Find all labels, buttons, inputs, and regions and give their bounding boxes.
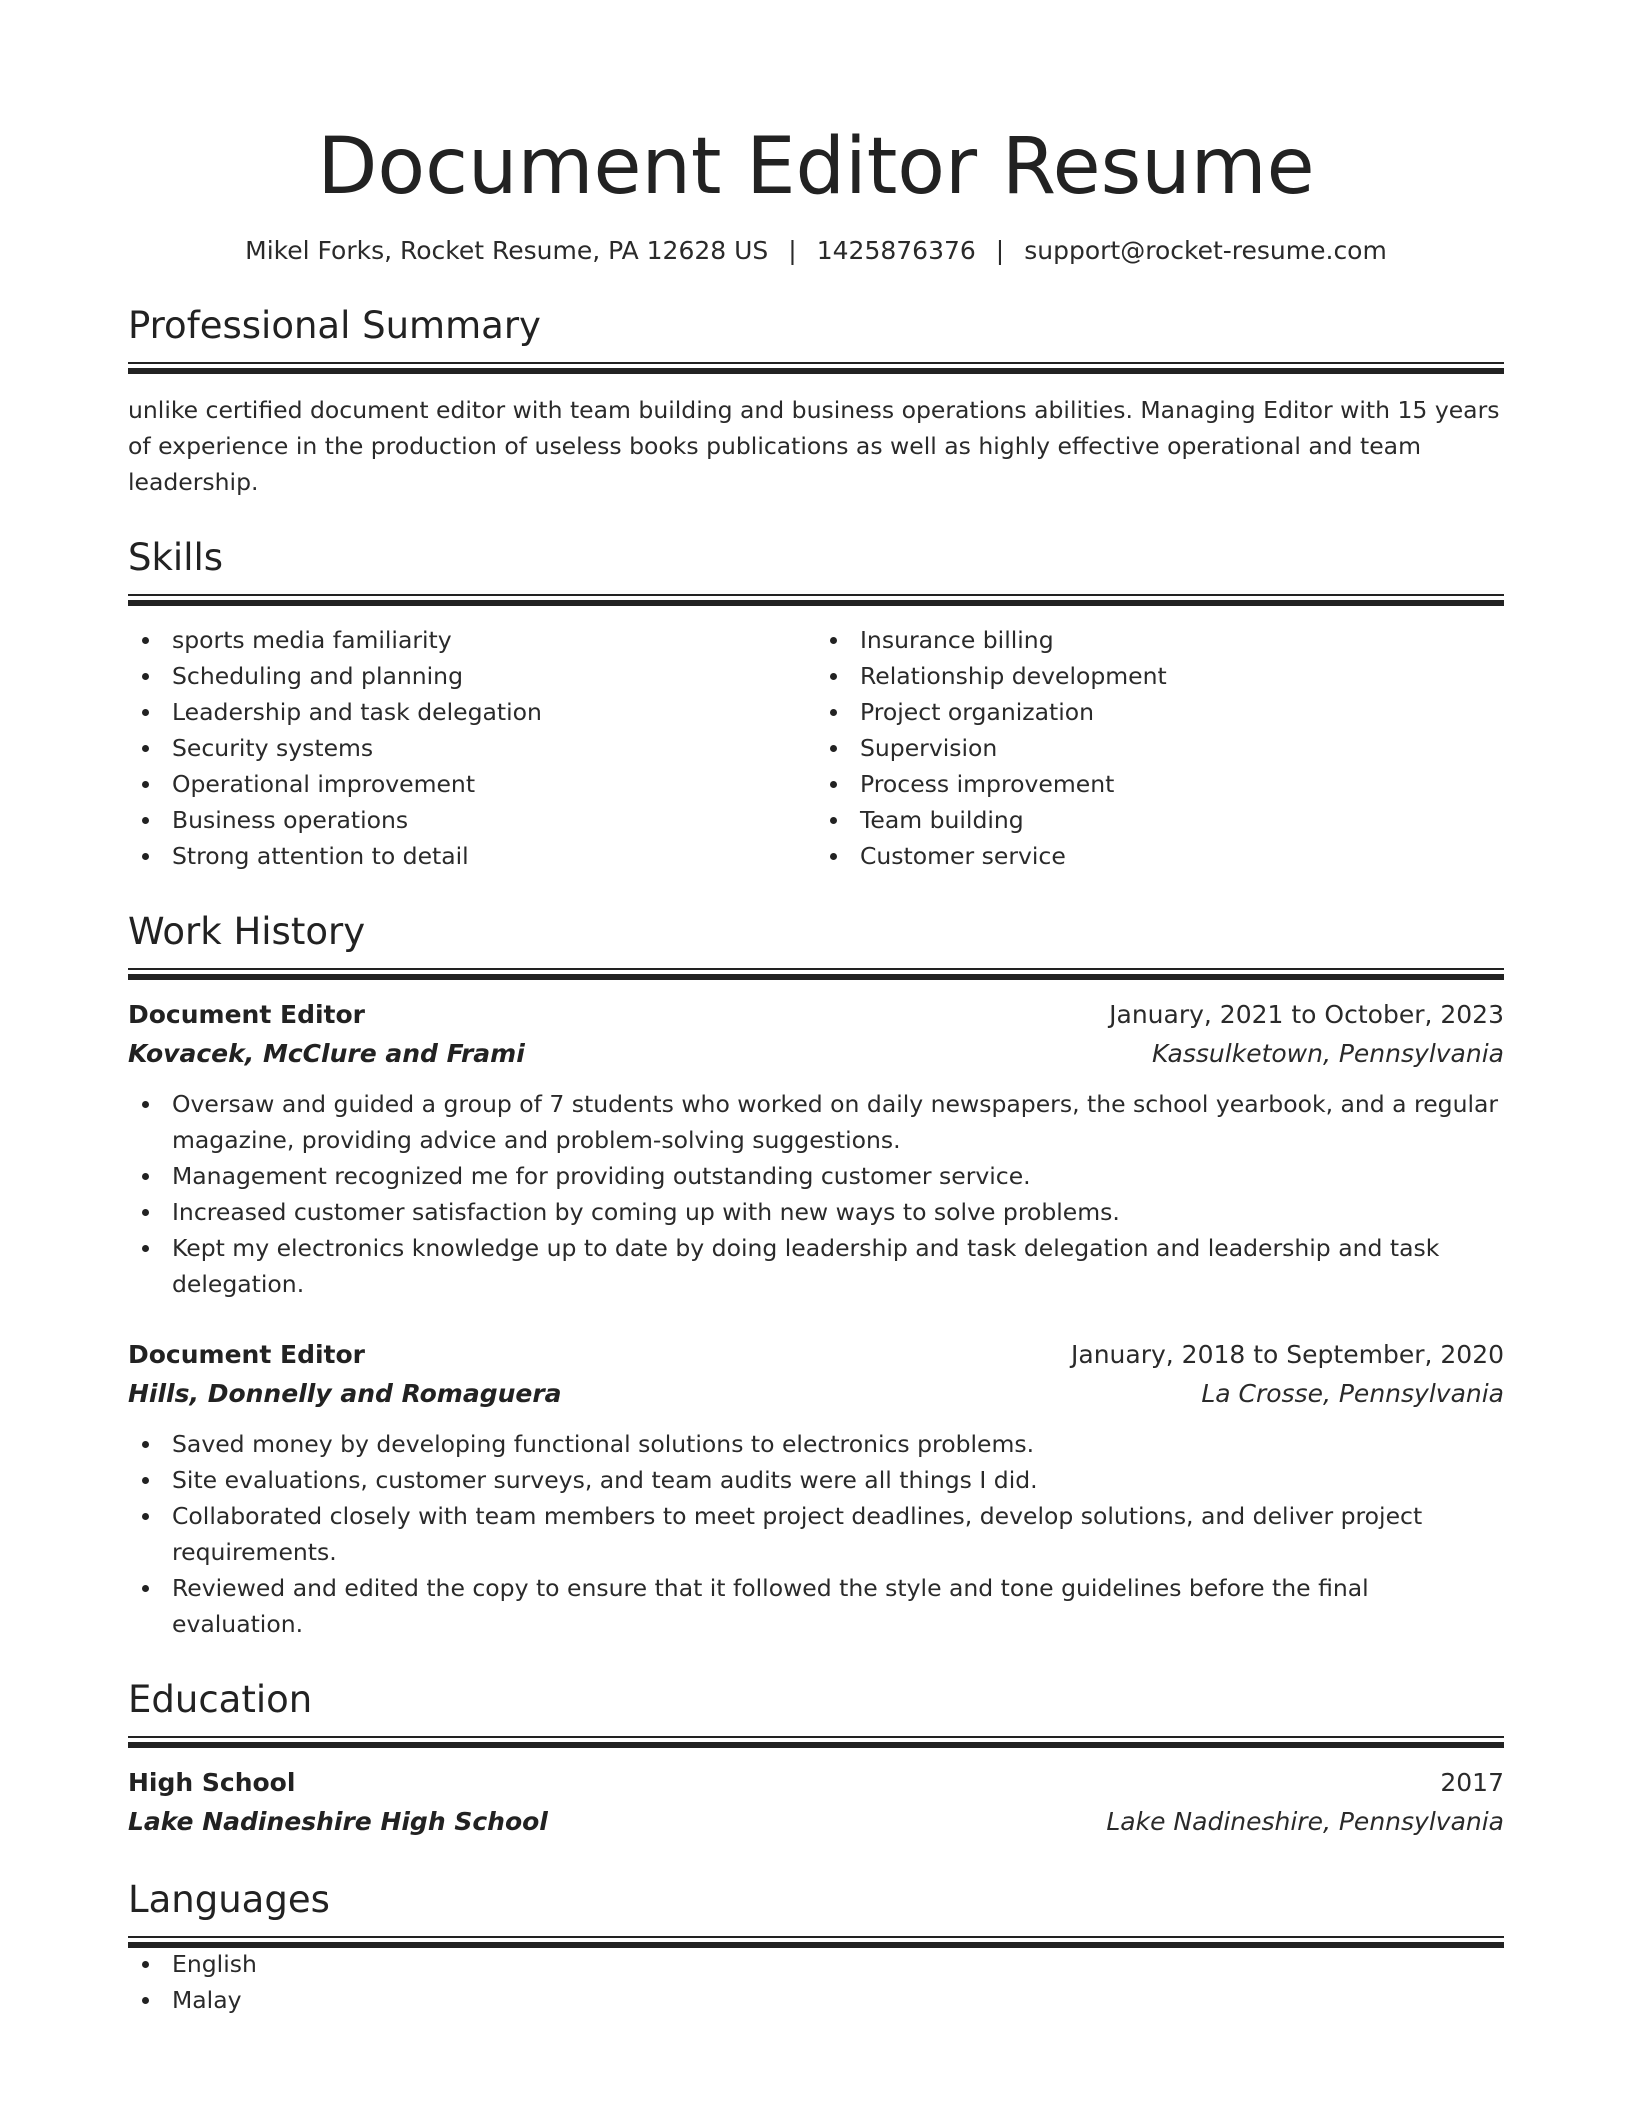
job-duty: Saved money by developing functional solutions to electronics problems. <box>128 1426 1504 1462</box>
language-item: Malay <box>128 1982 1504 2018</box>
skill-item: Operational improvement <box>128 766 816 802</box>
job-duty: Management recognized me for providing outstanding customer service. <box>128 1158 1504 1194</box>
section-divider <box>128 362 1504 372</box>
job-duty: Kept my electronics knowledge up to date by doing leadership and task delegation and leadership and task delegation. <box>128 1230 1504 1302</box>
skill-item: Security systems <box>128 730 816 766</box>
section-divider <box>128 1936 1504 1946</box>
contact-separator: | <box>788 236 797 265</box>
job-company: Kovacek, McClure and Frami <box>128 1039 525 1068</box>
job-title: Document Editor <box>128 1000 365 1029</box>
language-item: English <box>128 1946 1504 1982</box>
skill-item: sports media familiarity <box>128 622 816 658</box>
job-dates: January, 2021 to October, 2023 <box>1109 1000 1504 1029</box>
education-year: 2017 <box>1440 1768 1504 1797</box>
languages-list <box>128 1946 1504 2018</box>
work-history-section <box>128 908 1504 1642</box>
languages-heading: Languages <box>128 1878 330 1921</box>
skill-item: Supervision <box>816 730 1504 766</box>
skill-item: Business operations <box>128 802 816 838</box>
job-duties-list <box>128 1426 1504 1642</box>
skill-item: Strong attention to detail <box>128 838 816 874</box>
job-duty: Reviewed and edited the copy to ensure that it followed the style and tone guidelines before the final evaluation. <box>128 1570 1504 1642</box>
job-company-row <box>128 1374 1504 1414</box>
contact-address: Mikel Forks, Rocket Resume, PA 12628 US <box>245 236 769 265</box>
job-duties-list <box>128 1086 1504 1302</box>
skill-item: Leadership and task delegation <box>128 694 816 730</box>
skill-item: Customer service <box>816 838 1504 874</box>
job-title: Document Editor <box>128 1340 365 1369</box>
skills-list-right <box>816 622 1504 874</box>
job-company: Hills, Donnelly and Romaguera <box>128 1379 562 1408</box>
skill-item: Scheduling and planning <box>128 658 816 694</box>
section-divider <box>128 1736 1504 1746</box>
summary-text: unlike certified document editor with team building and business operations abilities. Managing Editor with 15 years of experience in the production of useless books publications as well as highly effective operational and team leadership. <box>128 396 1500 496</box>
contact-separator: | <box>995 236 1005 265</box>
education-school: Lake Nadineshire High School <box>128 1807 548 1836</box>
skill-item: Relationship development <box>816 658 1504 694</box>
education-heading: Education <box>128 1678 313 1721</box>
job-header-row <box>128 1336 1504 1374</box>
resume-title: Document Editor Resume <box>317 122 1315 212</box>
skill-item: Process improvement <box>816 766 1504 802</box>
education-section <box>128 1676 1504 1842</box>
job-duty: Collaborated closely with team members to meet project deadlines, develop solutions, and deliver project requirements. <box>128 1498 1504 1570</box>
skills-list-left <box>128 622 816 874</box>
skill-item: Team building <box>816 802 1504 838</box>
summary-heading: Professional Summary <box>128 304 541 347</box>
contact-email: support@rocket-resume.com <box>1024 236 1387 265</box>
job-location: La Crosse, Pennsylvania <box>1201 1379 1504 1408</box>
job-entry <box>128 1336 1504 1642</box>
contact-line <box>128 234 1504 268</box>
skill-item: Insurance billing <box>816 622 1504 658</box>
summary-section <box>128 302 1504 500</box>
job-duty: Site evaluations, customer surveys, and team audits were all things I did. <box>128 1462 1504 1498</box>
job-duty: Increased customer satisfaction by coming up with new ways to solve problems. <box>128 1194 1504 1230</box>
skill-item: Project organization <box>816 694 1504 730</box>
education-location: Lake Nadineshire, Pennsylvania <box>1106 1807 1504 1836</box>
skills-heading: Skills <box>128 536 224 579</box>
job-duty: Oversaw and guided a group of 7 students who worked on daily newspapers, the school yearbook, and a regular magazine, providing advice and problem-solving suggestions. <box>128 1086 1504 1158</box>
section-divider <box>128 968 1504 978</box>
job-entry <box>128 996 1504 1302</box>
skills-section <box>128 534 1504 874</box>
work-history-heading: Work History <box>128 910 366 953</box>
education-school-row <box>128 1802 1504 1842</box>
job-header-row <box>128 996 1504 1034</box>
job-location: Kassulketown, Pennsylvania <box>1152 1039 1504 1068</box>
contact-phone: 1425876376 <box>816 236 976 265</box>
section-divider <box>128 594 1504 604</box>
education-entry <box>128 1764 1504 1842</box>
education-degree: High School <box>128 1768 296 1797</box>
education-header-row <box>128 1764 1504 1802</box>
skills-columns <box>128 622 1504 874</box>
languages-section <box>128 1876 1504 2018</box>
job-dates: January, 2018 to September, 2020 <box>1071 1340 1504 1369</box>
job-company-row <box>128 1034 1504 1074</box>
